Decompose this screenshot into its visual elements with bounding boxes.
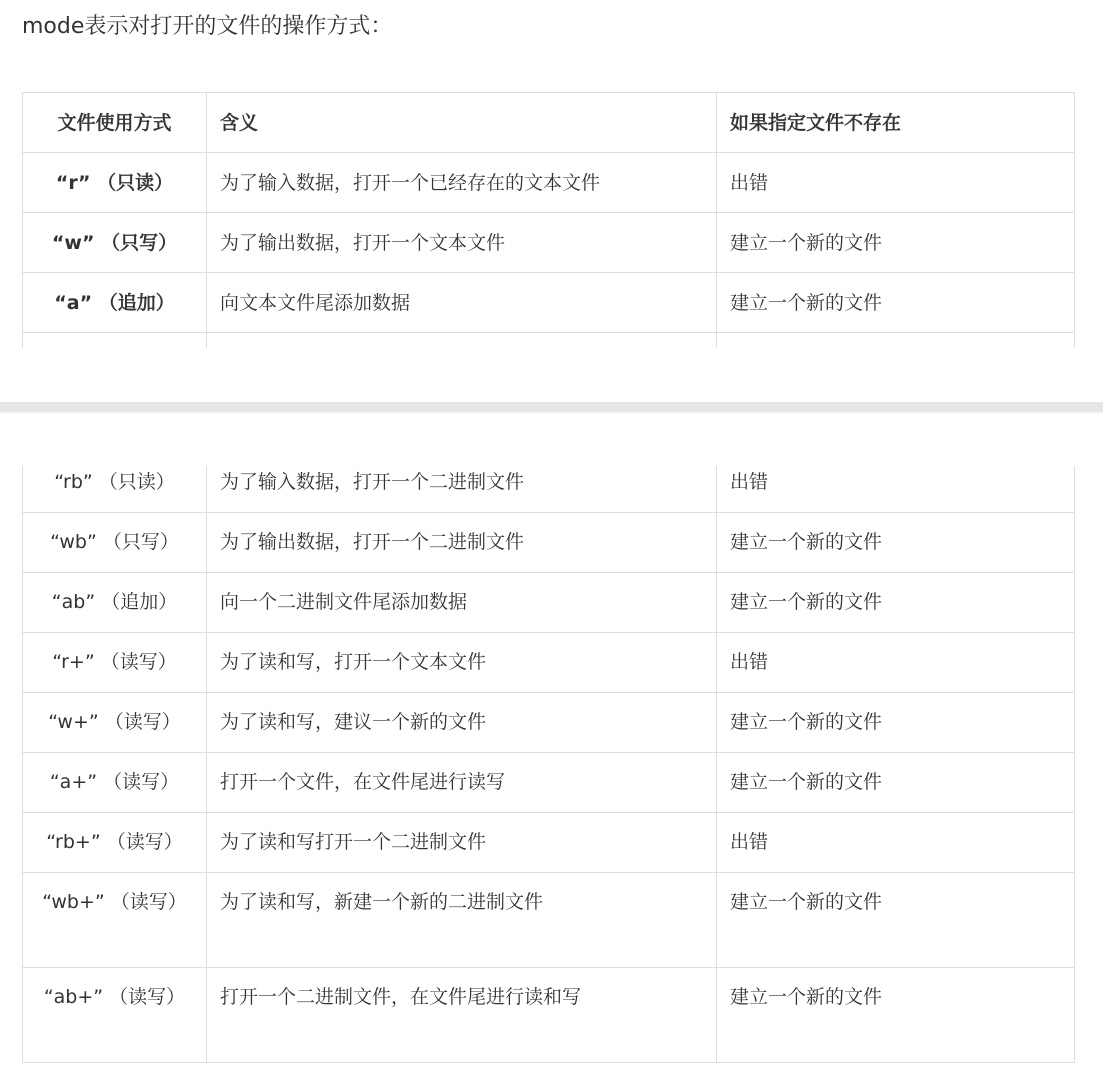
top-screenshot-panel (0, 0, 1103, 348)
header-meaning: 含义 (207, 93, 717, 153)
if-missing-cell: 出错 (717, 812, 1075, 872)
mode-cell: “rb+” （读写） (23, 812, 207, 872)
if-missing-cell: 出错 (717, 153, 1075, 213)
mode-cell: “ab+” （读写） (23, 967, 207, 1062)
mode-cell: “a+” （读写） (23, 752, 207, 812)
table-row (23, 466, 1075, 512)
empty-cell (207, 333, 717, 349)
intro-text: mode表示对打开的文件的操作方式： (22, 14, 393, 39)
if-missing-cell: 建立一个新的文件 (717, 872, 1075, 967)
section-divider (0, 402, 1103, 412)
mode-table-top (22, 92, 1075, 348)
table-row (23, 153, 1075, 213)
bottom-screenshot-panel (0, 466, 1103, 1077)
meaning-cell: 向一个二进制文件尾添加数据 (207, 572, 717, 632)
table-row (23, 872, 1075, 967)
meaning-cell: 为了读和写，打开一个文本文件 (207, 632, 717, 692)
mode-cell: “r+” （读写） (23, 632, 207, 692)
table-header-row (23, 93, 1075, 153)
table-row (23, 572, 1075, 632)
table-row (23, 692, 1075, 752)
empty-cell (717, 333, 1075, 349)
table-row (23, 752, 1075, 812)
mode-cell: “r” （只读） (23, 153, 207, 213)
meaning-cell: 为了输入数据，打开一个已经存在的文本文件 (207, 153, 717, 213)
mode-cell: “w” （只写） (23, 213, 207, 273)
mode-cell: “wb+” （读写） (23, 872, 207, 967)
table-row (23, 632, 1075, 692)
if-missing-cell: 出错 (717, 466, 1075, 512)
meaning-cell: 为了读和写，建议一个新的文件 (207, 692, 717, 752)
table-row (23, 512, 1075, 572)
table-row (23, 967, 1075, 1062)
meaning-cell: 为了读和写，新建一个新的二进制文件 (207, 872, 717, 967)
mode-cell: “w+” （读写） (23, 692, 207, 752)
meaning-cell: 向文本文件尾添加数据 (207, 273, 717, 333)
if-missing-cell: 建立一个新的文件 (717, 752, 1075, 812)
meaning-cell: 为了读和写打开一个二进制文件 (207, 812, 717, 872)
table-row-cut (23, 333, 1075, 349)
mode-cell: “ab” （追加） (23, 572, 207, 632)
table-row (23, 213, 1075, 273)
header-mode: 文件使用方式 (23, 93, 207, 153)
if-missing-cell: 建立一个新的文件 (717, 967, 1075, 1062)
table-row (23, 273, 1075, 333)
mode-cell: “a” （追加） (23, 273, 207, 333)
meaning-cell: 为了输出数据，打开一个文本文件 (207, 213, 717, 273)
header-if-missing: 如果指定文件不存在 (717, 93, 1075, 153)
if-missing-cell: 出错 (717, 632, 1075, 692)
if-missing-cell: 建立一个新的文件 (717, 273, 1075, 333)
meaning-cell: 为了输入数据，打开一个二进制文件 (207, 466, 717, 512)
if-missing-cell: 建立一个新的文件 (717, 512, 1075, 572)
mode-cell: “rb” （只读） (23, 466, 207, 512)
empty-cell (23, 333, 207, 349)
if-missing-cell: 建立一个新的文件 (717, 213, 1075, 273)
meaning-cell: 打开一个二进制文件，在文件尾进行读和写 (207, 967, 717, 1062)
meaning-cell: 打开一个文件，在文件尾进行读写 (207, 752, 717, 812)
mode-cell: “wb” （只写） (23, 512, 207, 572)
meaning-cell: 为了输出数据，打开一个二进制文件 (207, 512, 717, 572)
mode-table-bottom (22, 466, 1075, 1063)
table-row (23, 812, 1075, 872)
if-missing-cell: 建立一个新的文件 (717, 692, 1075, 752)
if-missing-cell: 建立一个新的文件 (717, 572, 1075, 632)
